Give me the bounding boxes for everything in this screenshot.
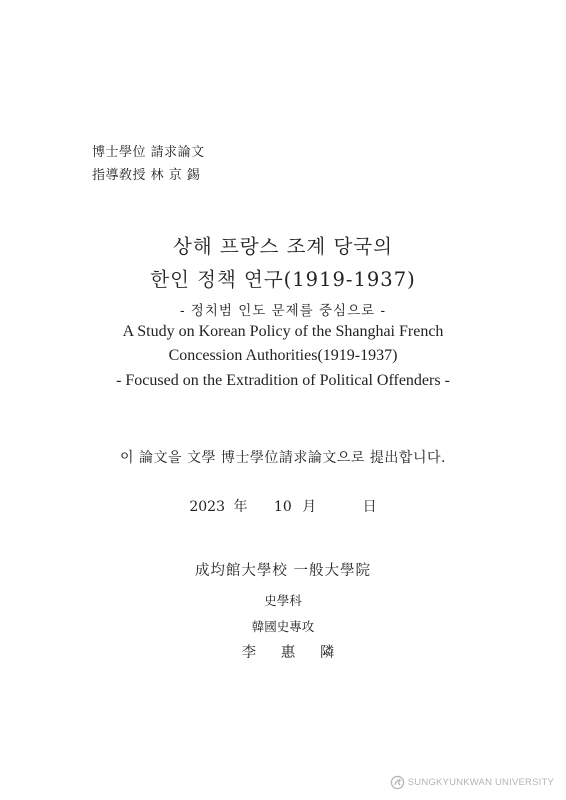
skku-logo-icon: [390, 775, 405, 790]
title-korean-line1: 상해 프랑스 조계 당국의: [173, 235, 393, 258]
date-year: 2023: [189, 499, 225, 515]
department-name: 史學科: [264, 593, 302, 608]
subtitle-korean: - 정치범 인도 문제를 중심으로 -: [179, 303, 387, 319]
school-name: 成均館大學校 一般大學院: [194, 563, 372, 579]
submission-date: [0, 496, 566, 516]
major-name: 韓國史專攻: [251, 619, 315, 634]
date-day-unit: 日: [362, 499, 377, 515]
submission-text: 이 論文을 文學 博士學位請求論文으로 提出합니다.: [120, 450, 446, 466]
advisor-line: 指導敎授 林 京 錫: [92, 168, 201, 183]
title-english-line1: A Study on Korean Policy of the Shanghai French: [122, 323, 444, 340]
subtitle-english: - Focused on the Extradition of Political Offenders -: [116, 372, 450, 389]
degree-line: 博士學位 請求論文: [92, 145, 205, 160]
watermark-text: SUNGKYUNKWAN UNIVERSITY: [407, 777, 554, 788]
date-year-unit: 年: [233, 499, 248, 515]
author-name: 李 惠 隣: [241, 645, 345, 661]
watermark: [390, 775, 554, 790]
title-korean-line2: 한인 정책 연구(1919-1937): [150, 268, 416, 291]
title-english-line2: Concession Authorities(1919-1937): [168, 347, 398, 364]
date-month-unit: 月: [302, 499, 317, 515]
date-month: 10: [273, 499, 292, 515]
